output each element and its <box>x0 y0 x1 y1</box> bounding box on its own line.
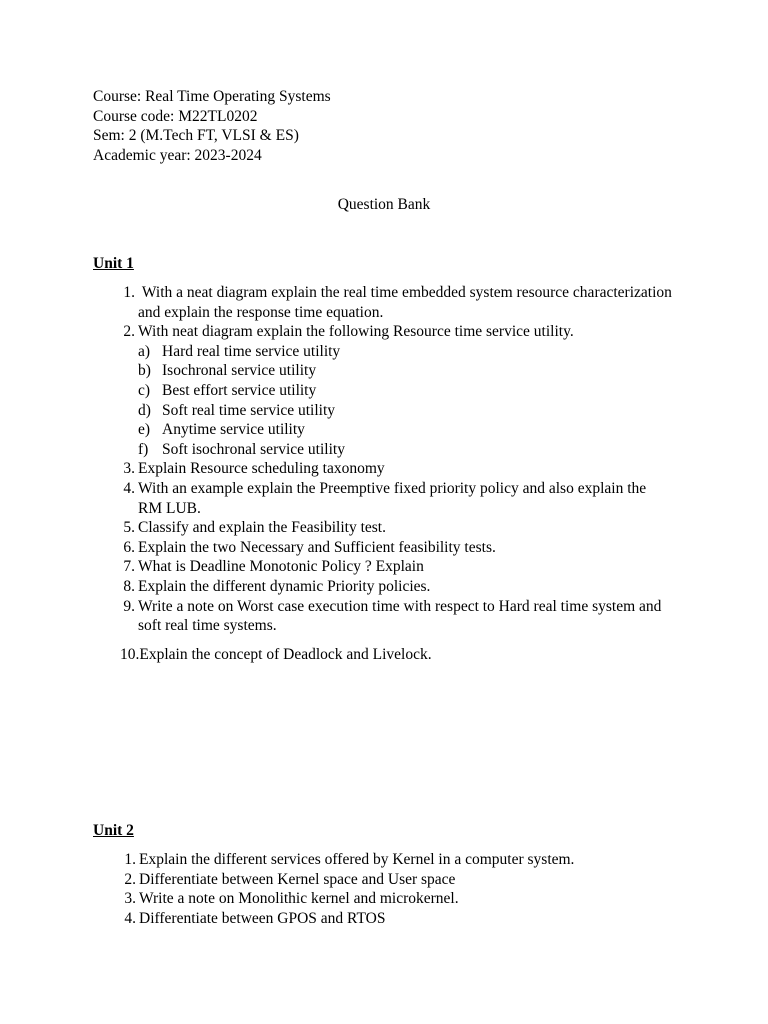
question-item <box>93 909 673 929</box>
unit-1-question-list <box>93 283 676 664</box>
unit-2-heading: Unit 2 <box>93 822 134 839</box>
question-item <box>93 283 676 322</box>
question-number: 2. <box>124 870 136 888</box>
question-number: 3. <box>123 460 135 478</box>
sub-question-letter: e) <box>138 421 151 439</box>
course-name: Course: Real Time Operating Systems <box>93 88 331 105</box>
sub-question-letter: d) <box>138 401 151 419</box>
question-text: Explain the different services offered by Kernel in a computer system. <box>139 851 575 868</box>
sub-question-letter: c) <box>138 381 151 399</box>
question-item <box>93 322 673 342</box>
sub-question-letter: f) <box>138 440 149 458</box>
sub-question-item <box>93 440 673 460</box>
question-number: 5. <box>123 519 135 537</box>
question-item <box>93 459 673 479</box>
question-item <box>93 870 673 890</box>
question-text: With neat diagram explain the following Resource time service utility. <box>138 323 574 341</box>
question-number: 7. <box>123 558 135 576</box>
question-number: 6. <box>123 538 135 556</box>
question-item <box>93 538 673 558</box>
sub-question-letter: a) <box>138 342 151 360</box>
question-text: Differentiate between GPOS and RTOS <box>139 909 386 927</box>
course-header <box>93 87 331 165</box>
question-number: 4. <box>124 909 136 927</box>
sub-question-text: Soft real time service utility <box>162 401 336 419</box>
sub-question-text: Soft isochronal service utility <box>162 440 345 458</box>
question-text: Write a note on Monolithic kernel and microkernel. <box>139 890 459 908</box>
question-text: What is Deadline Monotonic Policy ? Explain <box>138 558 424 576</box>
question-text: Write a note on Worst case execution time with respect to Hard real time system and soft real time systems. <box>138 597 662 635</box>
question-item <box>93 850 673 870</box>
question-item <box>93 889 673 909</box>
unit-1-heading: Unit 1 <box>93 255 134 272</box>
sub-question-text: Isochronal service utility <box>162 362 317 380</box>
question-number: 2. <box>123 323 135 341</box>
document-title: Question Bank <box>337 196 431 213</box>
question-text: Differentiate between Kernel space and User space <box>139 870 456 888</box>
question-item <box>93 597 673 636</box>
sub-question-item <box>93 420 673 440</box>
course-code: Course code: M22TL0202 <box>93 107 258 125</box>
question-text: With a neat diagram explain the real time embedded system resource characterization and explain the response time equation. <box>138 284 676 321</box>
sub-question-text: Anytime service utility <box>162 421 305 439</box>
question-text: Explain the two Necessary and Sufficient feasibility tests. <box>138 538 496 556</box>
question-number: 9. <box>123 597 135 615</box>
question-item <box>93 577 673 597</box>
question-number: 3. <box>124 890 136 908</box>
question-text: Explain the different dynamic Priority policies. <box>138 577 431 595</box>
academic-year: Academic year: 2023-2024 <box>93 146 262 164</box>
question-number: 4. <box>123 479 135 497</box>
sub-question-text: Best effort service utility <box>162 381 317 399</box>
question-number: 1. <box>123 284 135 301</box>
sub-question-item <box>93 381 673 401</box>
sub-question-letter: b) <box>138 362 151 380</box>
sub-question-item <box>93 401 673 421</box>
question-item-10: 10.Explain the concept of Deadlock and Livelock. <box>120 645 432 663</box>
sub-question-text: Hard real time service utility <box>162 342 341 360</box>
question-text: With an example explain the Preemptive fixed priority policy and also explain the RM LUB. <box>138 479 647 517</box>
unit-2-question-list <box>93 850 673 928</box>
question-item <box>93 479 673 518</box>
semester: Sem: 2 (M.Tech FT, VLSI & ES) <box>93 127 299 145</box>
question-number: 1. <box>124 851 136 868</box>
sub-question-item <box>93 361 673 381</box>
question-item <box>93 557 673 577</box>
question-text: Classify and explain the Feasibility test. <box>138 519 386 537</box>
question-text: Explain Resource scheduling taxonomy <box>138 460 385 478</box>
question-item <box>93 518 673 538</box>
sub-question-item <box>93 342 673 362</box>
question-number: 8. <box>123 577 135 595</box>
